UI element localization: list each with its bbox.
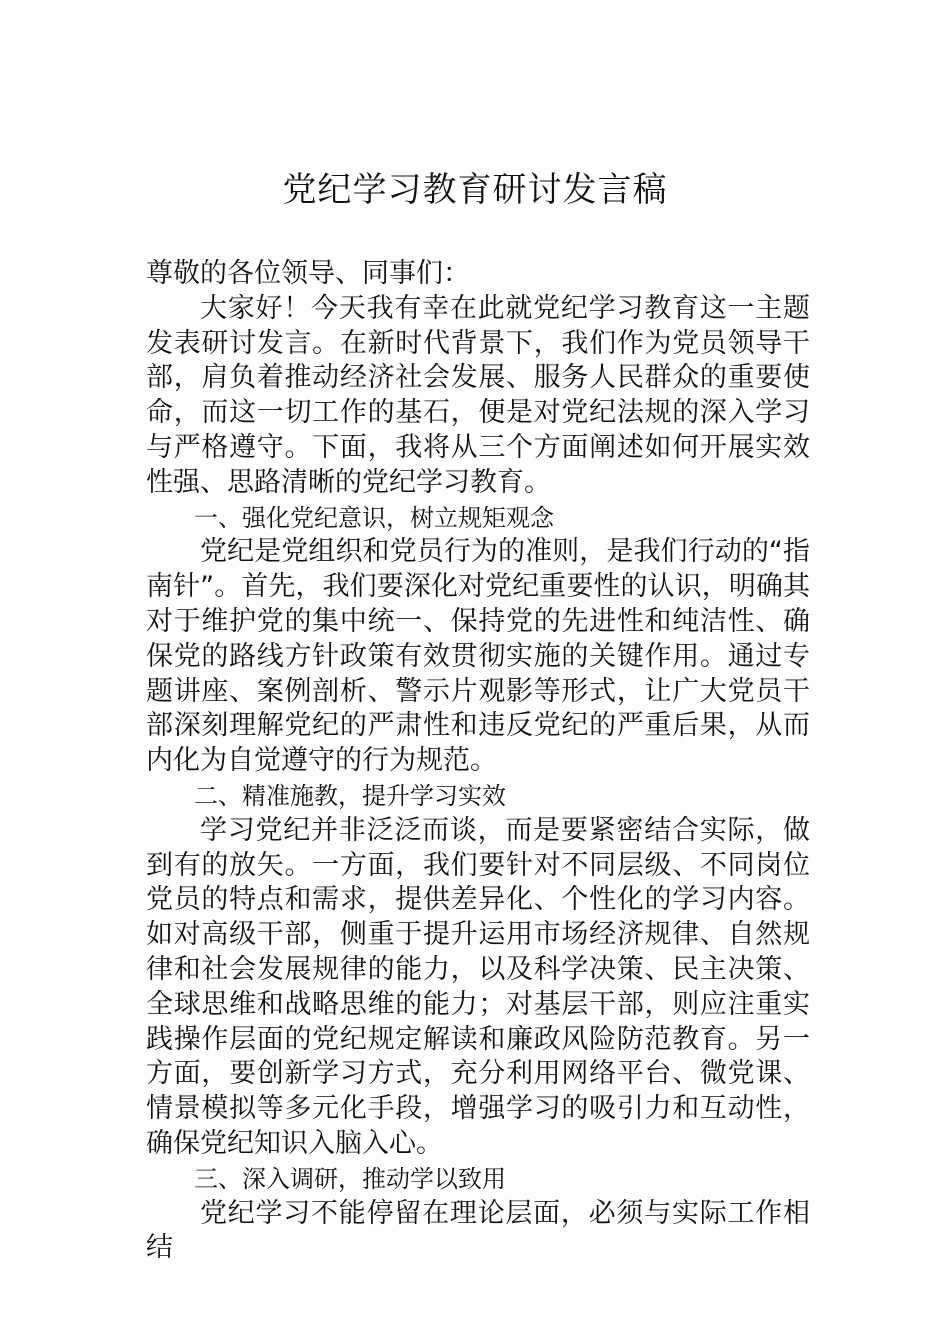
- salutation: 尊敬的各位领导、同事们：: [146, 258, 470, 289]
- section-paragraph-2: 学习党纪并非泛泛而谈，而是要紧密结合实际，做到有的放矢。一方面，我们要针对不同层级、不同岗位党员的特点和需求，提供差异化、个性化的学习内容。如对高级干部，侧重于提升运用市场经济规律、自然规律和社会发展规律的能力，以及科学决策、民主决策、全球思维和战略思维的能力；对基层干部，则应注重实践操作层面的党纪规定解读和廉政风险防范教育。另一方面，要创新学习方式，充分利用网络平台、微党课、情景模拟等多元化手段，增强学习的吸引力和互动性，确保党纪知识入脑入心。: [146, 814, 810, 1159]
- section-paragraph-3: 党纪学习不能停留在理论层面，必须与实际工作相结: [146, 1197, 810, 1264]
- intro-paragraph: 大家好！今天我有幸在此就党纪学习教育这一主题发表研讨发言。在新时代背景下，我们作为党员领导干部，肩负着推动经济社会发展、服务人民群众的重要使命，而这一切工作的基石，便是对党纪法规的深入学习与严格遵守。下面，我将从三个方面阐述如何开展实效性强、思路清晰的党纪学习教育。: [146, 292, 810, 498]
- section-heading-1: 一、强化党纪意识，树立规矩观念: [194, 503, 554, 532]
- document-title: 党纪学习教育研讨发言稿: [282, 170, 668, 210]
- document-body: [146, 257, 810, 1266]
- section-heading-3: 三、深入调研，推动学以致用: [194, 1164, 506, 1193]
- section-heading-2: 二、精准施教，提升学习实效: [194, 781, 506, 810]
- section-paragraph-1: 党纪是党组织和党员行为的准则，是我们行动的“指南针”。首先，我们要深化对党纪重要性的认识，明确其对于维护党的集中统一、保持党的先进性和纯洁性、确保党的路线方针政策有效贯彻实施的关键作用。通过专题讲座、案例剖析、警示片观影等形式，让广大党员干部深刻理解党纪的严肃性和违反党纪的严重后果，从而内化为自觉遵守的行为规范。: [146, 536, 810, 777]
